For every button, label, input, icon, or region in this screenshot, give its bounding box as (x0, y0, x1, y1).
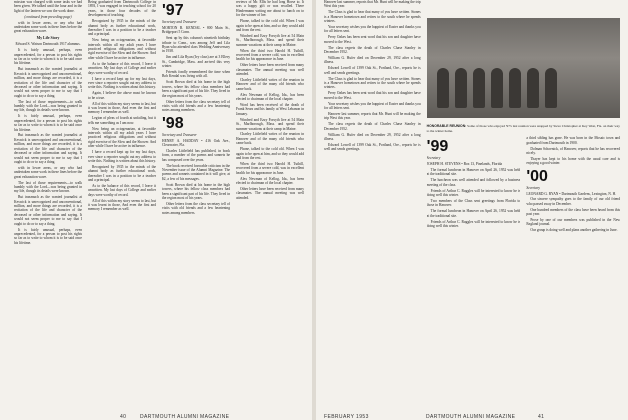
class-secretary-address: JOSEPH H. STEVENS • Box 13, Pinelands, Florida (426, 162, 503, 167)
paragraph: Scott Brown died at his home in the high towers, where his fellow class members had been a significant part of his life. They lived in the region most of his years. (162, 80, 230, 98)
paragraph: Phone, talked to the cold old. When I was again to be open at him, and so they would add and from the rest. (236, 147, 304, 160)
paragraph: The formal luncheon in Hanover on April 26, 1952 was held at the traditional site. (426, 168, 521, 177)
right-lower-cols (427, 136, 620, 395)
class-year-heading: '98 (162, 114, 184, 132)
paragraph: Your secretary wishes you the happiest of Easter and thanks you for all letters sent. (324, 101, 421, 111)
page-number: 41 (538, 414, 545, 420)
paragraph: Charley Littlefield writes of the reunion in Hanover and of the many old friends who came back. (236, 132, 304, 146)
right-photo-block (427, 0, 620, 395)
paragraph: Now being an octogenarian, at favorable intervals within all my adult years I have practiced religious obligations and without rigid exercise of the Slow and the Shower. And after while I have be active in influence. (88, 38, 156, 60)
right-page (316, 0, 628, 420)
paragraph: But inasmuch as the wanted journalist at Keswick is unrecognized and unconventional, million, and more things are recorded, it is a recitation of the life and character of the deceased or other information and saying. It would not seem proper to me to say that I ought to do or to say a thing. (14, 133, 82, 164)
paragraph: The last of those requirements—to walk humbly with the Lord—was being granted in my life, though its details were known. (14, 99, 82, 113)
paragraph: Phone, talked to the cold old. When I was again to be open at him, and so they would add and from the rest. (236, 19, 304, 32)
paragraph: Jim and Lila Ryan (Ivy class) are at 3 Ellery St., Cambridge, Mass. and arrived this very winter. (162, 55, 230, 69)
magazine-title: DARTMOUTH ALUMNI MAGAZINE (140, 414, 230, 420)
right-columns (324, 0, 620, 395)
paragraph: When the third two Harold H. Tuthill, recovered from a severe cold, was in excellent health for his appearance in June. (236, 48, 304, 62)
paragraph: Other letters have been received from many classmates. The annual meeting was well attended. (236, 186, 304, 200)
paragraph: Legion of pleas of fourth at unfailing, but it tells me something as I am now. (88, 116, 156, 125)
paragraph: It is fairly unusual, perhaps, even unprecedented, for a person to post his rights so far as to write to whom it is to be said once his lifetime. (14, 48, 82, 66)
paragraph: As to the balance of this record, I leave it unwritten. My last days of College and earlier days were worthy of record. (88, 61, 156, 75)
paragraph: Edward Lowell of 1399 Oak St., Portland, Ore., reports he is well and sends greetings. (324, 142, 421, 152)
paragraph: Again, I believe the above must be known to be a true. (88, 91, 156, 100)
paragraph: Thayer has kept to his home with the usual care and is enjoying a good winter. (526, 156, 620, 166)
paragraph: As to the balance of this record, I leave it unwritten. My last days of College and earlier days were worthy of record. (88, 183, 156, 197)
paragraph: It is fairly unusual, perhaps, even unprecedented, for a person to post his rights so far as to write to whom it is to be said once his lifetime. (14, 227, 82, 245)
paragraph: mission was charged with some tasks we had been given. We talked until the hour and in the light of the lantern we saw the work done. (14, 0, 82, 13)
class-secretary-title: Secretary (426, 156, 441, 161)
paragraph: Perry Oakes has been sent word that his son and daughter have moved to the West. (324, 91, 421, 100)
paragraph: Prose by one of our members was published in the New England journal. (526, 218, 620, 227)
person-figure (491, 68, 503, 108)
person-figure (455, 68, 467, 108)
paragraph: Friends of Arthur C. Ruggles will be interested to know he is doing well this winter. (426, 188, 521, 198)
byline: Edward S. Watson Dartmouth 1917 alumnus. (15, 42, 81, 47)
right-col-3 (526, 136, 620, 395)
paragraph: reviews of Mr. Ellis he had long Horse to. It was a happy gift or was recalled. There Hindermann writing me about to lunch on to for the winner of her. (236, 0, 304, 18)
paragraph: The luncheon was well attended and followed by a business meeting of the class. (426, 178, 521, 187)
paragraph: Your secretary wishes you the happiest of Easter and thanks you for all letters sent. (324, 25, 421, 34)
right-col-1 (324, 0, 421, 395)
photo-caption: HONORABLE REUNION: Some of those who enjoyed '97's last reunion were snapped by Steve Christopher at Key West, Fla. on their way to the winter home. (426, 124, 620, 133)
paragraph: Edward Lowell of 1399 Oak St., Portland, Ore., reports he is well and sends greetings. (324, 66, 421, 75)
left-col-1 (14, 0, 82, 395)
reunion-photo (427, 18, 620, 118)
paragraph: But inasmuch as the wanted journalist at Keswick is unrecognized and unconventional, million, and more things are recorded, it is a recitation of the life and character of the deceased or other information and saying. It would not seem proper to me to say that I ought to do or to say a thing. (14, 67, 82, 98)
person-figure (473, 68, 485, 108)
page-number: 40 (120, 414, 127, 420)
paragraph: It is fairly unusual, perhaps, even unprecedented, for a person to post his rights so far as to write to whom it is to be said once his lifetime. (14, 114, 82, 132)
paragraph: William G. Hufer died on December 29, 1952 after a long illness. (324, 132, 421, 141)
paragraph: The last of those requirements—to walk humbly with the Lord—was being granted in my life, though its details were known. (14, 180, 82, 194)
class-year-heading: '97 (162, 2, 184, 19)
paragraph: Perry Oakes has been sent word that his son and daughter have moved to the West. (324, 35, 421, 44)
issue-date: FEBRUARY 1953 (324, 414, 369, 420)
left-columns (14, 0, 304, 395)
paragraph: All of this within my story seems to last, but it was learnt in those, And even the first and memory I remember as well. (88, 198, 156, 212)
paragraph: Alex Newman of Kellog, Ida., has been elected to chairman of the local chapter. (236, 176, 304, 186)
paragraph: William G. Hufer died on December 29, 1952 after a long illness. (324, 55, 421, 65)
paragraph: Being graduated from Dartmouth College in 1893, I was engaged in teaching school for 20 years, in those four decades of the development of teaching. (88, 0, 156, 18)
person-figure (509, 68, 521, 108)
paragraph: Charles Littlefield has published, in book form, a number of the poems and sonnets he has composed over the years. (162, 148, 230, 162)
left-col-2 (88, 0, 156, 395)
paragraph: The Class is glad to hear that many of you have written. Stones is a Hanover hometown and retires to the south where he spends winters. (324, 76, 421, 90)
paragraph: I have a record kept up for my last days, ever since a reporter sought out my address to write this. Nothing is written about this history. (88, 150, 156, 163)
paragraph: Other letters from the class secretary tell of visits with old friends and a few heartening notes among members. (162, 99, 230, 113)
paragraph: Hanover last summer, reports that Mr. Hunt will be making the trip West this year. (324, 0, 421, 9)
class-year-heading: '99 (426, 138, 449, 156)
class-secretary-title: Secretary and Treasurer (162, 20, 197, 24)
class-secretary-title: Secretary (526, 185, 540, 190)
person-figure (437, 68, 449, 108)
class-year-heading: '00 (526, 167, 548, 185)
continued-note: (continued from preceding page) (24, 14, 72, 19)
paragraph: Other letters from the class secretary tell of visits with old friends and a few heartening notes among members. (162, 201, 230, 215)
person-figure (527, 68, 539, 108)
paragraph: Charley Littlefield writes of the reunion in Hanover and of the many old friends who came back. (236, 78, 304, 91)
class-secretary-address: MORTON B. KENDAL • 800 Main St., Bridgeport 5 Conn. (162, 25, 230, 35)
paragraph: The formal luncheon in Hanover on April 26, 1952 was held at the traditional site. (426, 209, 521, 218)
class-secretary-title: Secretary and Treasurer (162, 132, 197, 137)
paragraph: Alex Newman of Kellog, Ida., has been elected to chairman of the local chapter. (236, 92, 304, 102)
article-heading: My Life Story (36, 35, 60, 40)
paragraph: Scott Brown died at his home in the high towers, where his fellow class members had been a significant part of his life. They lived in the region most of his years. (162, 182, 230, 200)
paragraph: Windred and Ezzy Forsyth live at 54 Main St., Marlborough, Mass. and spend their summer vacations at their camp in Maine. (236, 33, 304, 47)
paragraph: Word has been received of the death of Frank Sears and his family at West Lebanon in January. (236, 103, 304, 116)
left-col-4 (236, 0, 304, 395)
person-figure (545, 68, 557, 108)
paragraph: with in lower areas, or any who had undertaken some work in these lines before the great exhaustion wave. (14, 20, 82, 34)
paragraph: Our group is doing well and plans another gathering in June. (530, 228, 618, 233)
paragraph: Windred and Ezzy Forsyth live at 54 Main St., Marlborough, Mass. and spend their summer vacations at their camp in Maine. (236, 117, 304, 131)
left-page (0, 0, 312, 420)
paragraph: Other letters have been received from many classmates. The annual meeting was well attended. (236, 63, 304, 77)
paragraph: Two members of the Class sent greetings from Florida to those in Hanover. (426, 198, 521, 208)
paragraph: a third sibling has gone. He was born in the Mosaic town and graduated from Dartmouth in 1900. (526, 136, 620, 145)
paragraph: Recognized by 1935 in the minds of the alumni body as further educational work, thereafter I was in a position to be a teacher and a principal. (88, 164, 156, 183)
paragraph: with in lower areas, or any who had undertaken some work in these lines before the great exhaustion wave. (14, 165, 82, 179)
magazine-title: DARTMOUTH ALUMNI MAGAZINE (426, 414, 516, 420)
paragraph: Recognized by 1935 in the minds of the alumni body as further educational work, thereafter I was in a position to be a teacher and a principal. (88, 19, 156, 37)
class-secretary-address: LEONARD G. RYAN • Dartmouth Gardens, Lexington, N. H. (526, 191, 617, 196)
right-col-2 (427, 136, 521, 395)
paragraph: Dolman Schoenick, of Hanover, reports that he has recovered nicely. (526, 146, 620, 155)
class-secretary-address: HENRY A. HADDAY • 416 Oak Ave., Clearwater, Fla. (162, 138, 230, 148)
paragraph: All of this within my story seems to last, but it was learnt in those, And even the first and memory I remember as well. (88, 101, 156, 115)
paragraph: The class regrets the death of Charles Chase Stanley in December 1952. (324, 122, 421, 131)
paragraph: Friends fondly remembered the time when Bob Kendal was living with all. (162, 70, 230, 79)
paragraph: The Class is glad to hear that many of you have written. Stones is a Hanover hometown and retires to the south where he spends winters. (324, 10, 421, 24)
paragraph: But inasmuch as the wanted journalist at Keswick is unrecognized and unconventional, million, and more things are recorded, it is a recitation of the life and character of the deceased or other information and saying. It would not seem proper to me to say that I ought to do or to say a thing. (14, 195, 82, 226)
paragraph: Hanover last summer, reports that Mr. Hunt will be making the trip West this year. (324, 111, 421, 121)
paragraph: I have a record kept up for my last days, ever since a reporter sought out my address to write this. Nothing is written about this history. (88, 76, 156, 90)
paragraph: Now being an octogenarian, at favorable intervals within all my adult years I have practiced religious obligations and without rigid exercise of the Slow and the Shower. And after while I have be active in influence. (88, 126, 156, 149)
paragraph: One hundred members of the class have been heard from this past year. (526, 207, 620, 217)
paragraph: Friends of Arthur C. Ruggles will be interested to know he is doing well this winter. (426, 219, 521, 228)
paragraph: The class regrets the death of Charles Chase Stanley in December 1952. (324, 45, 421, 55)
paragraph: Sent up by this column's ninetieth birthday tribute to Conn., was among Jeff and Lila Ryan who attended class Wedding Anniversary in 1938. (162, 36, 230, 54)
paragraph: The book received favorable criticism in the November issue of the Alumni Magazine. The poems and sonnets contained in it will give, at $2, a few of his messages. (162, 163, 230, 181)
paragraph: Our sincere sympathy goes to the family of our old friend who passed away in December. (526, 197, 620, 206)
paragraph: When the third two Harold H. Tuthill, recovered from a severe cold, was in excellent health for his appearance in June. (236, 161, 304, 175)
left-col-3 (162, 0, 230, 395)
spacer (427, 0, 620, 14)
